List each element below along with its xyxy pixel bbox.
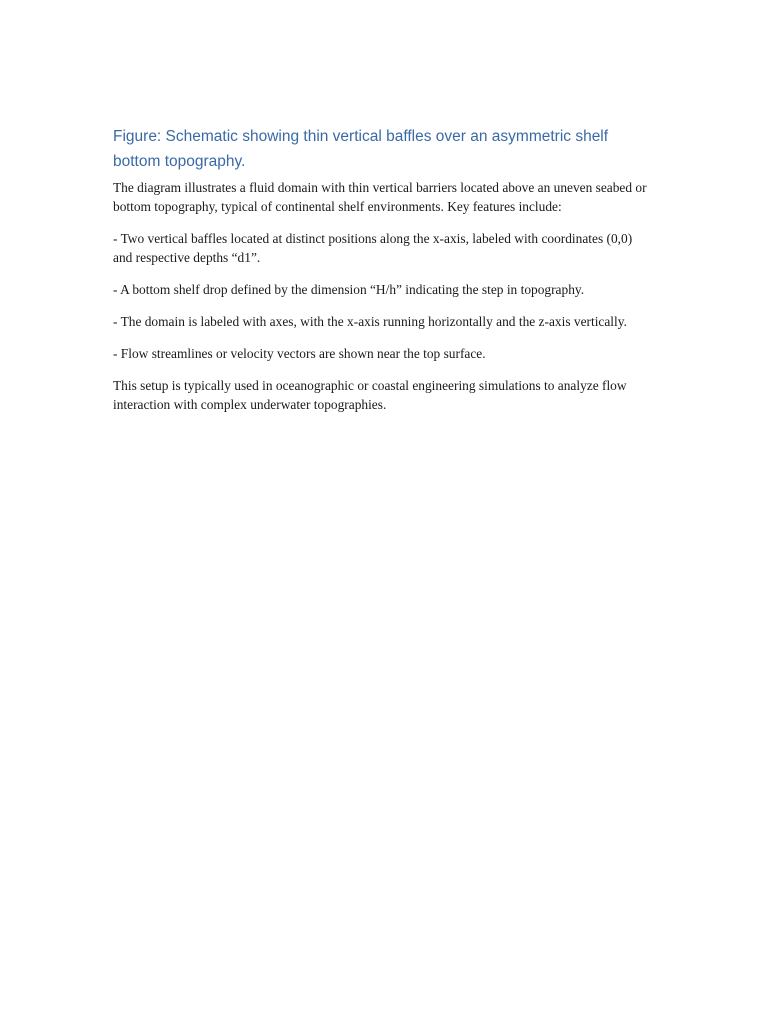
bullet-baffles: - Two vertical baffles located at distinct positions along the x-axis, labeled with coordinates (0,0) and respective depths “d1”. <box>113 231 633 265</box>
intro-paragraph: The diagram illustrates a fluid domain with thin vertical barriers located above an uneven seabed or bottom topography, typical of continental shelf environments. Key features include: <box>113 180 647 214</box>
bullet-axes: - The domain is labeled with axes, with the x-axis running horizontally and the z-axis vertically. <box>113 314 627 329</box>
document-body <box>113 124 653 427</box>
figure-heading: Figure: Schematic showing thin vertical baffles over an asymmetric shelf bottom topography. <box>113 128 609 170</box>
bullet-streamlines: - Flow streamlines or velocity vectors are shown near the top surface. <box>113 346 486 361</box>
bullet-shelf-drop: - A bottom shelf drop defined by the dimension “H/h” indicating the step in topography. <box>113 282 585 297</box>
closing-paragraph: This setup is typically used in oceanographic or coastal engineering simulations to analyze flow interaction with complex underwater topographies. <box>113 378 627 412</box>
